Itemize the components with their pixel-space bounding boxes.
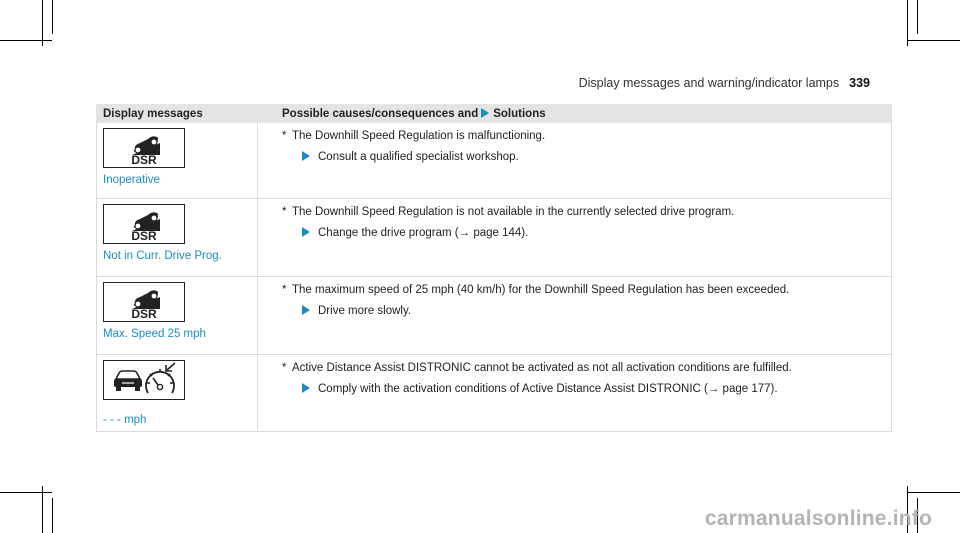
crop-mark-tl-h	[0, 40, 52, 41]
cause-marker: *	[282, 130, 287, 142]
cause-text: Active Distance Assist DISTRONIC cannot be activated as not all activation conditions are fulfilled.	[292, 362, 792, 374]
table-header-row	[97, 105, 892, 123]
table-row	[97, 277, 892, 355]
page-number: 339	[849, 76, 870, 90]
arrow-right-icon	[481, 108, 489, 118]
section-title: Display messages and warning/indicator lamps	[578, 76, 840, 90]
solution-line	[258, 218, 891, 239]
column-header-causes	[258, 105, 892, 123]
cause-cell	[258, 355, 892, 432]
cause-text: The maximum speed of 25 mph (40 km/h) for the Downhill Speed Regulation has been exceeded.	[292, 284, 790, 296]
message-cell	[97, 199, 258, 277]
cause-cell	[258, 277, 892, 355]
message-cell	[97, 277, 258, 355]
dsr-downhill-car-icon	[103, 282, 185, 322]
cause-line	[258, 123, 891, 142]
dsr-icon-text: DSR	[131, 153, 157, 167]
table-row	[97, 123, 892, 199]
solution-line	[258, 296, 891, 317]
dsr-icon-text: DSR	[131, 229, 157, 243]
dsr-icon-text: DSR	[131, 307, 157, 321]
crop-mark-bl-v	[42, 486, 43, 533]
table-row	[97, 355, 892, 432]
arrow-right-icon	[302, 305, 310, 315]
crop-mark-bl-v2	[52, 498, 53, 533]
solution-line	[258, 374, 891, 395]
cause-cell	[258, 199, 892, 277]
message-cell	[97, 355, 258, 432]
causes-header-text: Possible causes/consequences and	[282, 107, 479, 120]
watermark: carmanualsonline.info	[704, 507, 932, 530]
message-label: Max. Speed 25 mph	[103, 328, 206, 340]
solutions-header-text: Solutions	[493, 107, 546, 120]
crop-mark-br-h	[907, 492, 960, 493]
solution-line	[258, 142, 891, 163]
crop-mark-tr-v2	[917, 0, 918, 34]
solution-text: Consult a qualified specialist workshop.	[318, 151, 519, 163]
display-messages-table	[96, 104, 892, 432]
message-cell	[97, 123, 258, 199]
cause-cell	[258, 123, 892, 199]
arrow-right-icon	[302, 227, 310, 237]
solution-text: Drive more slowly.	[318, 305, 412, 317]
cause-marker: *	[282, 206, 287, 218]
crop-mark-bl-h	[0, 492, 52, 493]
crop-mark-tl-v2	[52, 0, 53, 34]
solution-text: Comply with the activation conditions of Active Distance Assist DISTRONIC (→ page 177).	[318, 383, 778, 395]
cause-text: The Downhill Speed Regulation is not available in the currently selected drive program.	[292, 206, 735, 218]
arrow-right-icon	[302, 383, 310, 393]
cause-line	[258, 355, 891, 374]
message-label: Inoperative	[103, 174, 160, 186]
dsr-downhill-car-icon	[103, 204, 185, 244]
cause-line	[258, 199, 891, 218]
cause-marker: *	[282, 362, 287, 374]
table-row	[97, 199, 892, 277]
arrow-right-icon	[302, 151, 310, 161]
cause-marker: *	[282, 284, 287, 296]
message-label: - - - mph	[103, 414, 147, 426]
cause-text: The Downhill Speed Regulation is malfunctioning.	[292, 130, 546, 142]
column-header-messages: Display messages	[97, 105, 258, 123]
crop-mark-tr-h	[907, 40, 960, 41]
message-label: Not in Curr. Drive Prog.	[103, 250, 222, 262]
distronic-car-speedometer-icon	[103, 360, 185, 400]
solution-text: Change the drive program (→ page 144).	[318, 227, 529, 239]
cause-line	[258, 277, 891, 296]
dsr-downhill-car-icon	[103, 128, 185, 168]
running-header	[579, 76, 870, 90]
